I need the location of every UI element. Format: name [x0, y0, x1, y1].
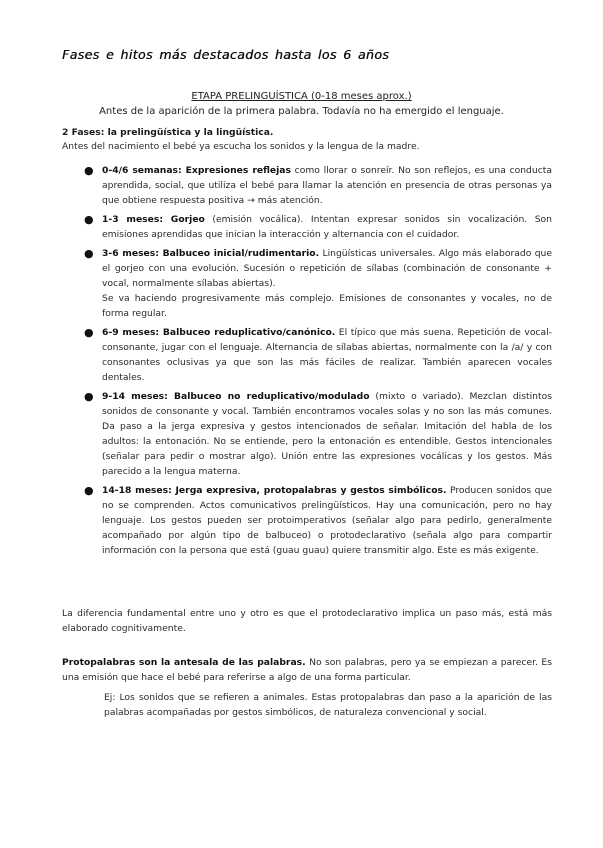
item-text: Producen sonidos que no se comprenden. Actos comunicativos prelingüísticos. Hay una comunicación, pero no hay lenguaje. Los gestos pueden ser protoimperativos (señalar algo para pedirlo, generalmente acompañado por algún tipo de balbuceo) o protodeclarativo (señala algo para compartir información con la persona que está (guau guau) quiere transmitir algo. Este es más exigente. — [102, 485, 552, 556]
protopalabras-paragraph — [62, 655, 552, 685]
milestone-list — [62, 163, 552, 562]
protopalabras-text: No son palabras, pero ya se empiezan a parecer. Es una emisión que hace el bebé para referirse a algo de una forma particular. — [62, 657, 552, 683]
item-lead: 9-14 meses: Balbuceo no reduplicativo/modulado — [102, 391, 370, 402]
list-item — [62, 325, 552, 385]
protopalabras-example: Ej: Los sonidos que se refieren a animales. Estas protopalabras dan paso a la aparición de las palabras acompañadas por gestos simbólicos, de naturaleza convencional y social. — [104, 692, 552, 718]
stage-title: ETAPA PRELINGUÍSTICA (0-18 meses aprox.) — [191, 91, 412, 102]
list-item — [62, 212, 552, 242]
bullet-icon: ● — [84, 213, 94, 226]
list-item — [62, 246, 552, 321]
item-text: como llorar o sonreír. No son reflejos, es una conducta aprendida, social, que utiliza el bebé para llamar la atención en presencia de otras personas ya que obtiene respuesta positiva → más atención. — [102, 165, 552, 206]
item-text: (mixto o variado). Mezclan distintos sonidos de consonante y vocal. También encontramos vocales solas y no son las más comunes. Da paso a la jerga expresiva y gestos intencionados de señalar. Imitación del habla de los adultos: la entonación. No se entiende, pero la entonación es entendible. Gestos intencionales (señalar para pedir o mostrar algo). Unión entre las expresiones vocálicas y los gestos. Más parecido a la lengua materna. — [102, 391, 552, 477]
bullet-icon: ● — [84, 484, 94, 497]
difference-paragraph — [62, 606, 552, 636]
difference-text: La diferencia fundamental entre uno y otro es que el protodeclarativo implica un paso más, está más elaborado cognitivamente. — [62, 608, 552, 634]
bullet-icon: ● — [84, 326, 94, 339]
birth-line: Antes del nacimiento el bebé ya escucha los sonidos y la lengua de la madre. — [62, 141, 420, 152]
item-text: Lingüísticas universales. Algo más elaborado que el gorjeo con una evolución. Sucesión o repetición de sílabas (combinación de consonante + vocal, normalmente sílabas abiertas). — [102, 248, 553, 289]
phases-line: 2 Fases: la prelingüística y la lingüística. — [62, 127, 274, 138]
item-extra: Se va haciendo progresivamente más complejo. Emisiones de consonantes y vocales, no de forma regular. — [102, 293, 552, 319]
bullet-icon: ● — [84, 247, 94, 260]
item-lead: 1-3 meses: Gorjeo — [102, 214, 205, 225]
page-title: Fases e hitos más destacados hasta los 6 años — [62, 47, 390, 62]
item-lead: 3-6 meses: Balbuceo inicial/rudimentario. — [102, 248, 320, 259]
list-item — [62, 483, 552, 558]
list-item — [62, 163, 552, 208]
protopalabras-lead: Protopalabras son la antesala de las palabras. — [62, 657, 306, 668]
item-lead: 6-9 meses: Balbuceo reduplicativo/canónico. — [102, 327, 336, 338]
list-item — [62, 389, 552, 479]
bullet-icon: ● — [84, 390, 94, 403]
item-lead: 14-18 meses: Jerga expresiva, protopalabras y gestos simbólicos. — [102, 485, 447, 496]
item-lead: 0-4/6 semanas: Expresiones reflejas — [102, 165, 291, 176]
item-text: (emisión vocálica). Intentan expresar sonidos sin vocalización. Son emisiones aprendidas que inician la interacción y alternancia con el cuidador. — [102, 214, 552, 240]
stage-intro: Antes de la aparición de la primera palabra. Todavía no ha emergido el lenguaje. — [99, 106, 504, 117]
bullet-icon: ● — [84, 164, 94, 177]
item-text: El típico que más suena. Repetición de vocal-consonante, jugar con el lenguaje. Alternancia de sílabas abiertas, normalmente con la /a/ y con consonantes oclusivas ya que son las más fáciles de realizar. También aparecen vocales dentales. — [102, 327, 552, 383]
